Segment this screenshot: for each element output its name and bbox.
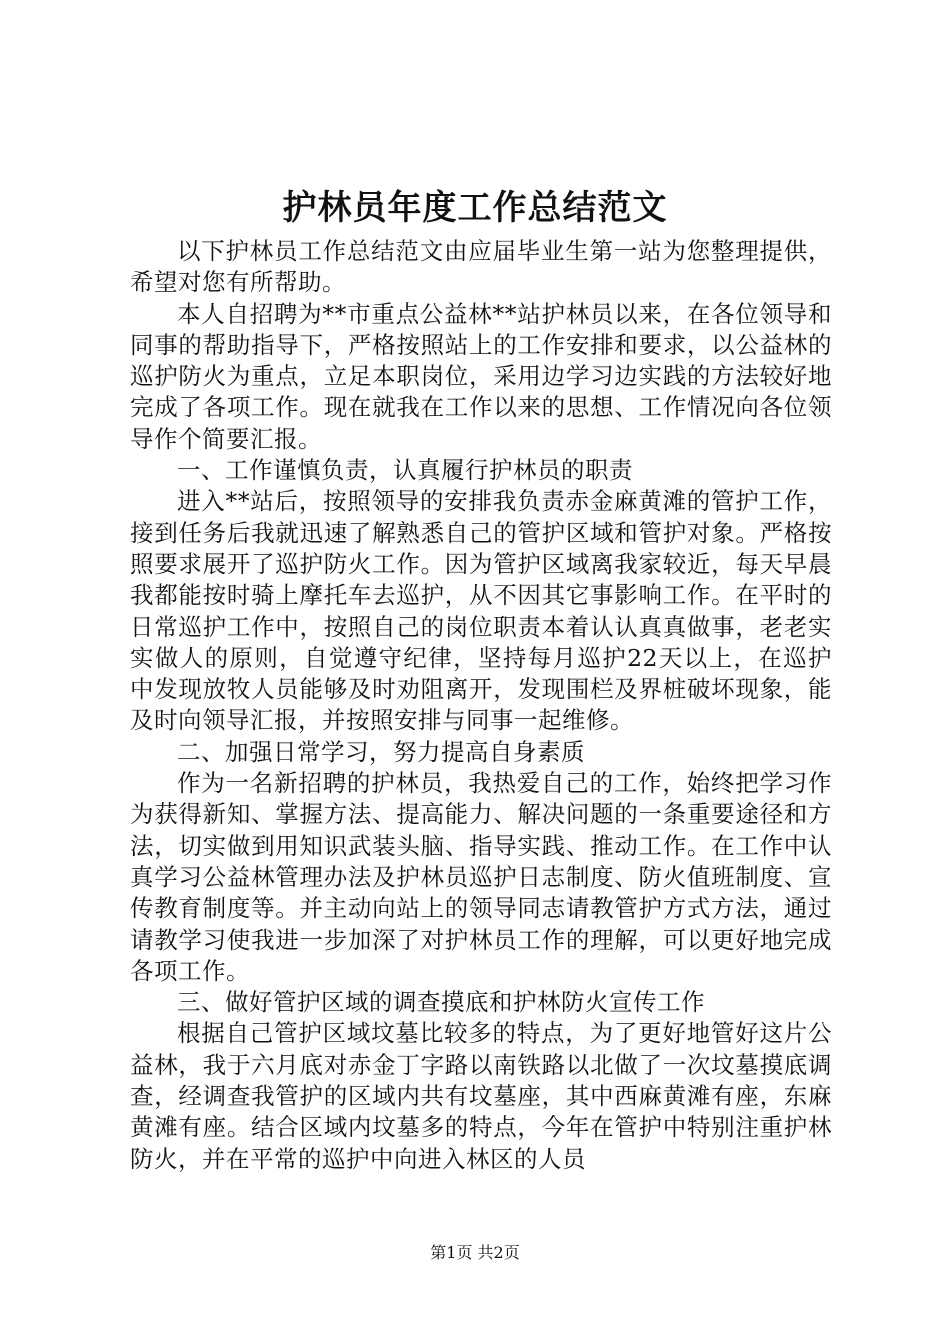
paragraph-section-2: 作为一名新招聘的护林员，我热爱自己的工作，始终把学习作为获得新知、掌握方法、提高能力、解决问题的一条重要途径和方法，切实做到用知识武装头脑、指导实践、推动工作。在工作中认真学习公益林管理办法及护林员巡护日志制度、防火值班制度、宣传教育制度等。并主动向站上的领导同志请教管护方式方法，通过请教学习使我进一步加深了对护林员工作的理解，可以更好地完成各项工作。 [130, 769, 832, 985]
document-body [130, 236, 832, 1175]
section-heading-2: 二、加强日常学习，努力提高自身素质 [177, 737, 585, 766]
section-heading-3: 三、做好管护区域的调查摸底和护林防火宣传工作 [177, 988, 705, 1017]
paragraph-intro: 以下护林员工作总结范文由应届毕业生第一站为您整理提供，希望对您有所帮助。 [130, 237, 832, 297]
document-title: 护林员年度工作总结范文 [282, 188, 668, 228]
paragraph-section-3: 根据自己管护区域坟墓比较多的特点，为了更好地管好这片公益林，我于六月底对赤金丁字路以南铁路以北做了一次坟墓摸底调查，经调查我管护的区域内共有坟墓座，其中西麻黄滩有座，东麻黄滩有座。结合区域内坟墓多的特点，今年在管护中特别注重护林防火，并在平常的巡护中向进入林区的人员 [130, 1019, 832, 1173]
section-heading-1: 一、工作谨慎负责，认真履行护林员的职责 [177, 456, 633, 485]
paragraph-section-1: 进入**站后，按照领导的安排我负责赤金麻黄滩的管护工作，接到任务后我就迅速了解熟悉自己的管护区域和管护对象。严格按照要求展开了巡护防火工作。因为管护区域离我家较近，每天早晨我都能按时骑上摩托车去巡护，从不因其它事影响工作。在平时的日常巡护工作中，按照自己的岗位职责本着认认真真做事，老老实实做人的原则，自觉遵守纪律，坚持每月巡护22天以上，在巡护中发现放牧人员能够及时劝阻离开，发现围栏及界桩破坏现象，能及时向领导汇报，并按照安排与同事一起维修。 [130, 487, 832, 735]
page-number-footer: 第1页 共2页 [430, 1243, 520, 1262]
paragraph-overview: 本人自招聘为**市重点公益林**站护林员以来，在各位领导和同事的帮助指导下，严格按照站上的工作安排和要求，以公益林的巡护防火为重点，立足本职岗位，采用边学习边实践的方法较好地完成了各项工作。现在就我在工作以来的思想、工作情况向各位领导作个简要汇报。 [130, 299, 832, 453]
